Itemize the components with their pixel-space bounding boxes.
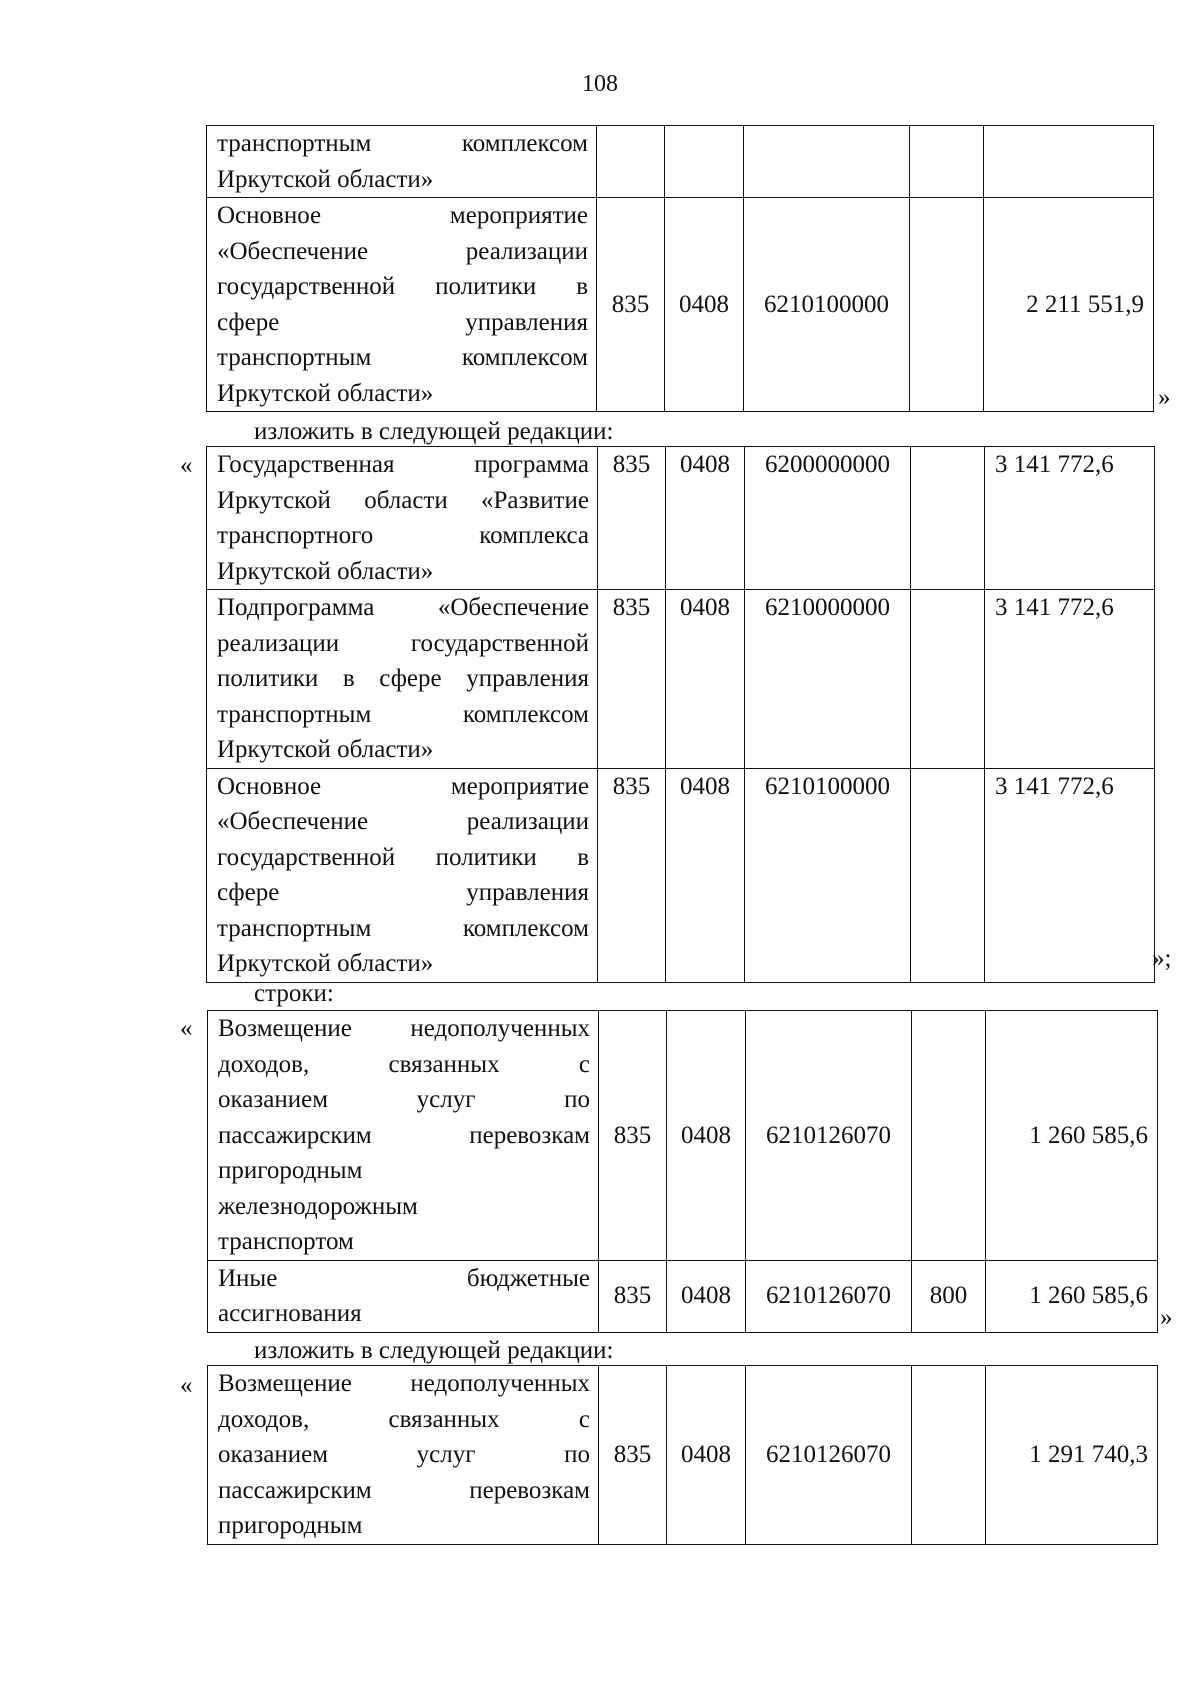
budget-table-1	[206, 125, 1154, 412]
table-row	[207, 447, 1155, 590]
item-name-line: пригородным	[218, 1512, 363, 1539]
item-name-line: Иркутской области»	[217, 950, 434, 977]
admin-code-cell: 835	[598, 590, 666, 769]
item-name-cell	[208, 1366, 599, 1545]
table-row	[207, 768, 1155, 982]
item-name-line: сфере управления	[217, 308, 588, 336]
page-number: 108	[582, 71, 618, 97]
item-name-line: сфере управления	[217, 879, 589, 906]
close-quote: »	[1158, 384, 1171, 411]
item-name-line: транспортным комплексом	[217, 700, 589, 728]
open-quote: «	[180, 452, 193, 479]
item-name-line: Иркутской области «Развитие	[217, 486, 589, 514]
admin-code-cell: 835	[598, 768, 666, 982]
item-name-line: политики в сфере управления	[217, 665, 589, 692]
expense-type-cell	[911, 447, 985, 590]
item-name-line: Возмещение недополученных	[218, 1370, 590, 1397]
item-name-line: Иркутской области»	[217, 165, 434, 193]
section-code-cell	[665, 126, 744, 198]
item-name-line: государственной политики в	[217, 843, 589, 871]
admin-code-cell: 835	[599, 1366, 667, 1545]
amount-cell: 1 260 585,6	[986, 1011, 1158, 1261]
section-code-cell: 0408	[667, 1366, 746, 1545]
item-name-line: «Обеспечение реализации	[217, 237, 588, 265]
budget-table-3	[207, 1010, 1158, 1333]
item-name-line: доходов, связанных с	[218, 1405, 590, 1433]
item-name-cell	[207, 768, 598, 982]
section-code-cell: 0408	[665, 198, 744, 412]
item-name-line: Подпрограмма «Обеспечение	[217, 594, 589, 621]
amount-cell: 3 141 772,6	[985, 590, 1155, 769]
item-name-line: железнодорожным	[218, 1192, 418, 1220]
admin-code-cell	[597, 126, 665, 198]
item-name-line: Иркутской области»	[217, 736, 434, 763]
item-name-line: оказанием услуг по	[218, 1086, 590, 1113]
item-name-line: транспортом	[218, 1228, 354, 1255]
table-row	[208, 1011, 1158, 1261]
budget-table-4	[207, 1365, 1158, 1545]
target-article-cell: 6210000000	[745, 590, 911, 769]
target-article-cell: 6210126070	[746, 1260, 912, 1332]
admin-code-cell: 835	[599, 1260, 667, 1332]
expense-type-cell	[910, 126, 984, 198]
item-name-line: пассажирским перевозкам	[218, 1121, 590, 1149]
expense-type-cell	[911, 590, 985, 769]
amount-cell: 1 291 740,3	[986, 1366, 1158, 1545]
section-code-cell: 0408	[667, 1260, 746, 1332]
item-name-line: Возмещение недополученных	[218, 1015, 590, 1042]
section-caption: изложить в следующей редакции:	[254, 1337, 614, 1364]
admin-code-cell: 835	[597, 198, 665, 412]
item-name-cell	[207, 447, 598, 590]
table-row	[208, 1366, 1158, 1545]
item-name-line: транспортным комплексом	[217, 344, 588, 371]
item-name-line: Иркутской области»	[217, 379, 434, 407]
item-name-cell	[208, 1011, 599, 1261]
table-row	[207, 126, 1154, 198]
item-name-line: Основное мероприятие	[217, 772, 589, 800]
item-name-line: пассажирским перевозкам	[218, 1476, 590, 1504]
admin-code-cell: 835	[599, 1011, 667, 1261]
target-article-cell: 6210126070	[746, 1366, 912, 1545]
admin-code-cell: 835	[598, 447, 666, 590]
item-name-line: транспортным комплексом	[217, 914, 589, 942]
item-name-line: государственной политики в	[217, 273, 588, 300]
budget-table-2	[206, 446, 1155, 983]
item-name-line: оказанием услуг по	[218, 1441, 590, 1468]
item-name-cell	[207, 198, 597, 412]
item-name-line: ассигнования	[218, 1300, 362, 1327]
target-article-cell: 6200000000	[745, 447, 911, 590]
item-name-line: транспортного комплекса	[217, 522, 589, 549]
item-name-line: Государственная программа	[217, 451, 589, 478]
item-name-line: Основное мероприятие	[217, 202, 588, 229]
item-name-line: пригородным	[218, 1157, 363, 1184]
item-name-line: реализации государственной	[217, 629, 589, 657]
expense-type-cell: 800	[912, 1260, 986, 1332]
item-name-cell	[208, 1260, 599, 1332]
amount-cell: 2 211 551,9	[984, 198, 1154, 412]
section-code-cell: 0408	[666, 590, 745, 769]
expense-type-cell	[912, 1366, 986, 1545]
item-name-cell	[207, 126, 597, 198]
item-name-line: доходов, связанных с	[218, 1050, 590, 1078]
item-name-line: «Обеспечение реализации	[217, 808, 589, 835]
item-name-line: транспортным комплексом	[217, 130, 588, 157]
section-code-cell: 0408	[666, 447, 745, 590]
amount-cell	[984, 126, 1154, 198]
table-row	[208, 1260, 1158, 1332]
target-article-cell: 6210100000	[744, 198, 910, 412]
close-quote: »;	[1152, 945, 1172, 972]
section-caption: изложить в следующей редакции:	[254, 418, 614, 445]
amount-cell: 1 260 585,6	[986, 1260, 1158, 1332]
table-row	[207, 590, 1155, 769]
table-row	[207, 198, 1154, 412]
expense-type-cell	[911, 768, 985, 982]
section-code-cell: 0408	[667, 1011, 746, 1261]
expense-type-cell	[912, 1011, 986, 1261]
section-code-cell: 0408	[666, 768, 745, 982]
item-name-cell	[207, 590, 598, 769]
open-quote: «	[180, 1372, 193, 1399]
target-article-cell: 6210126070	[746, 1011, 912, 1261]
item-name-line: Иркутской области»	[217, 557, 434, 585]
target-article-cell: 6210100000	[745, 768, 911, 982]
section-caption: строки:	[254, 980, 334, 1007]
close-quote: »	[1160, 1304, 1173, 1331]
amount-cell: 3 141 772,6	[985, 768, 1155, 982]
item-name-line: Иные бюджетные	[218, 1264, 590, 1292]
amount-cell: 3 141 772,6	[985, 447, 1155, 590]
open-quote: «	[180, 1015, 193, 1042]
expense-type-cell	[910, 198, 984, 412]
target-article-cell	[744, 126, 910, 198]
